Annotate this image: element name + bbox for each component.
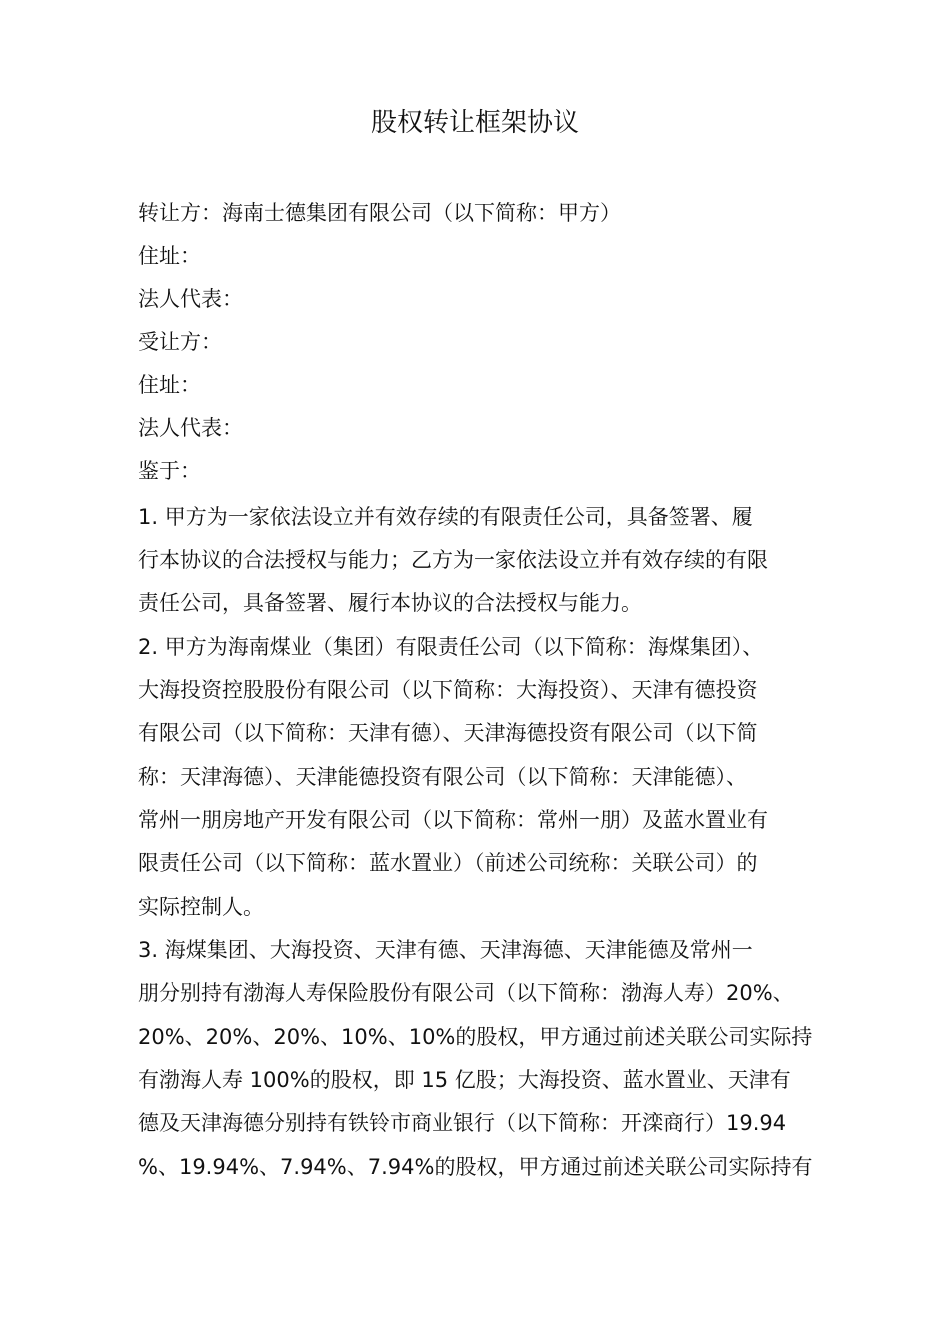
clause-2-line-1: 2. 甲方为海南煤业（集团）有限责任公司（以下简称：海煤集团）、 bbox=[138, 635, 764, 659]
clause-2-line-7: 实际控制人。 bbox=[138, 895, 264, 919]
transferee-line: 受让方： bbox=[138, 330, 222, 354]
clause-2-line-6: 限责任公司（以下简称：蓝水置业）（前述公司统称：关联公司）的 bbox=[138, 851, 758, 875]
document-title: 股权转让框架协议 bbox=[370, 108, 579, 138]
transferor-line: 转让方：海南士德集团有限公司（以下简称：甲方） bbox=[138, 201, 621, 225]
transferee-representative-line: 法人代表： bbox=[138, 416, 243, 440]
clause-2-line-2: 大海投资控股股份有限公司（以下简称：大海投资）、天津有德投资 bbox=[138, 678, 758, 702]
clause-3-line-4: 有渤海人寿 100%的股权，即 15 亿股；大海投资、蓝水置业、天津有 bbox=[138, 1068, 791, 1092]
transferor-representative-line: 法人代表： bbox=[138, 287, 243, 311]
whereas-heading: 鉴于： bbox=[138, 459, 201, 483]
clause-3-line-3: 20%、20%、20%、10%、10%的股权，甲方通过前述关联公司实际持 bbox=[138, 1025, 813, 1049]
clause-2-line-3: 有限公司（以下简称：天津有德）、天津海德投资有限公司（以下简 bbox=[138, 721, 758, 745]
clause-3-line-2: 朋分别持有渤海人寿保险股份有限公司（以下简称：渤海人寿）20%、 bbox=[138, 981, 794, 1005]
clause-3-line-1: 3. 海煤集团、大海投资、天津有德、天津海德、天津能德及常州一 bbox=[138, 938, 753, 962]
transferee-address-line: 住址： bbox=[138, 373, 201, 397]
clause-2-line-5: 常州一朋房地产开发有限公司（以下简称：常州一朋）及蓝水置业有 bbox=[138, 808, 768, 832]
clause-2-line-4: 称：天津海德）、天津能德投资有限公司（以下简称：天津能德）、 bbox=[138, 765, 747, 789]
clause-3-line-6: %、19.94%、7.94%、7.94%的股权，甲方通过前述关联公司实际持有 bbox=[138, 1155, 813, 1179]
clause-1-line-3: 责任公司，具备签署、履行本协议的合法授权与能力。 bbox=[138, 591, 642, 615]
clause-3-line-5: 德及天津海德分别持有铁铃市商业银行（以下简称：开滦商行）19.94 bbox=[138, 1111, 787, 1135]
clause-1-line-1: 1. 甲方为一家依法设立并有效存续的有限责任公司，具备签署、履 bbox=[138, 505, 753, 529]
transferor-address-line: 住址： bbox=[138, 244, 201, 268]
clause-1-line-2: 行本协议的合法授权与能力；乙方为一家依法设立并有效存续的有限 bbox=[138, 548, 768, 572]
